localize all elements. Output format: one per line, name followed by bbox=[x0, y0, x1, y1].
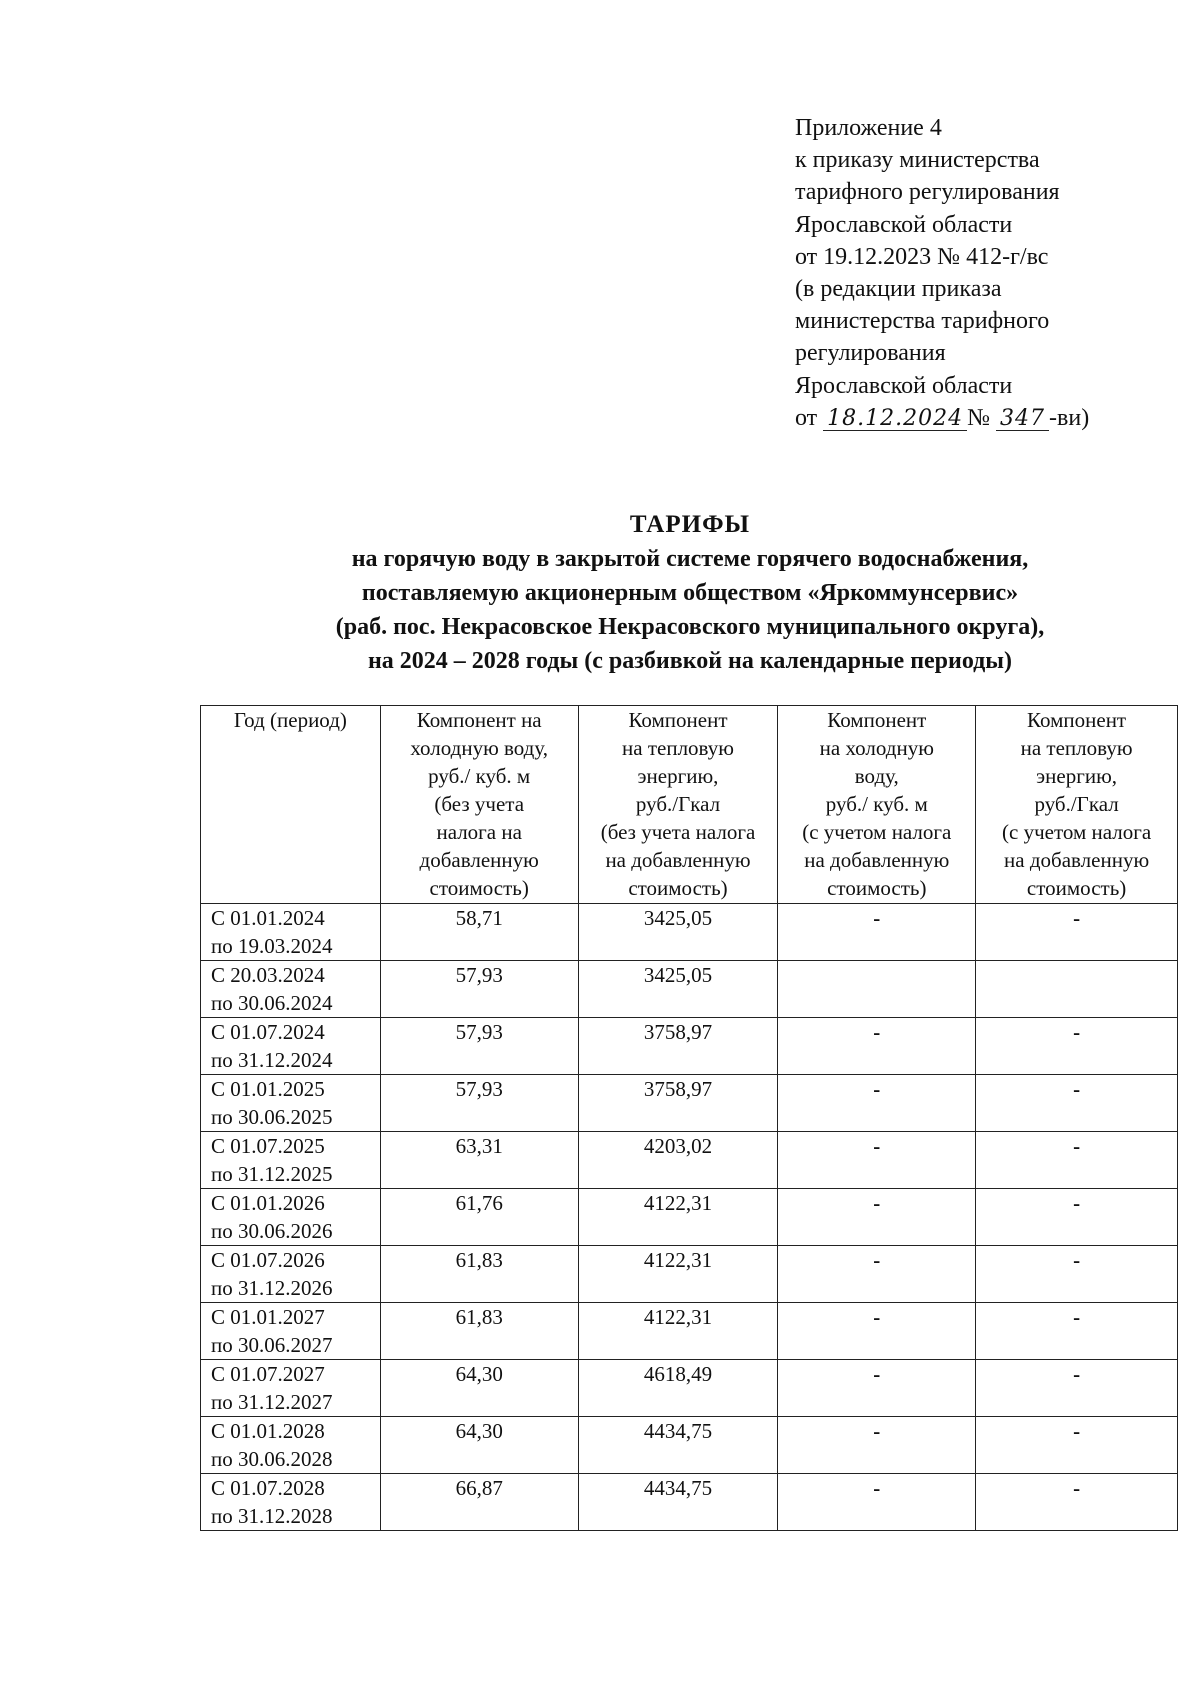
cell-cold-water-vat bbox=[778, 961, 976, 1018]
appendix-line: Приложение 4 bbox=[795, 115, 942, 141]
cell-heat-energy-vat: - bbox=[976, 1303, 1178, 1360]
cell-cold-water: 66,87 bbox=[380, 1474, 578, 1531]
cell-heat-energy-vat: - bbox=[976, 1018, 1178, 1075]
handwritten-date: 18.12.2024 bbox=[823, 408, 967, 431]
cell-cold-water-vat: - bbox=[778, 1303, 976, 1360]
cell-heat-energy: 4434,75 bbox=[578, 1474, 778, 1531]
cell-cold-water-vat: - bbox=[778, 1417, 976, 1474]
table-row bbox=[201, 1417, 1178, 1474]
cell-heat-energy: 4122,31 bbox=[578, 1189, 778, 1246]
table-body bbox=[201, 904, 1178, 1531]
cell-heat-energy-vat bbox=[976, 961, 1178, 1018]
cell-period: С 01.07.2028 по 31.12.2028 bbox=[201, 1474, 381, 1531]
cell-period: С 01.07.2026 по 31.12.2026 bbox=[201, 1246, 381, 1303]
handwritten-number: 347 bbox=[996, 408, 1049, 431]
cell-cold-water: 61,83 bbox=[380, 1246, 578, 1303]
cell-heat-energy: 4434,75 bbox=[578, 1417, 778, 1474]
cell-period: С 01.01.2025 по 30.06.2025 bbox=[201, 1075, 381, 1132]
cell-cold-water: 61,76 bbox=[380, 1189, 578, 1246]
cell-heat-energy-vat: - bbox=[976, 1132, 1178, 1189]
title-line: на горячую воду в закрытой системе горячего водоснабжения, bbox=[351, 546, 1029, 572]
cell-cold-water: 57,93 bbox=[380, 1018, 578, 1075]
cell-heat-energy: 4618,49 bbox=[578, 1360, 778, 1417]
appendix-line: тарифного регулирования bbox=[795, 179, 1060, 206]
cell-heat-energy-vat: - bbox=[976, 904, 1178, 961]
cell-cold-water: 64,30 bbox=[380, 1417, 578, 1474]
cell-cold-water: 63,31 bbox=[380, 1132, 578, 1189]
header-cold-water-vat: Компонент на холодную воду, руб./ куб. м (с учетом налога на добавленную стоимость) bbox=[778, 706, 976, 904]
cell-heat-energy-vat: - bbox=[976, 1246, 1178, 1303]
table-row bbox=[201, 904, 1178, 961]
title-line: поставляемую акционерным обществом «Яркоммунсервис» bbox=[361, 580, 1019, 606]
title-line: (раб. пос. Некрасовское Некрасовского муниципального округа), bbox=[335, 614, 1045, 640]
number-sign: № bbox=[967, 404, 997, 431]
cell-period: С 01.01.2026 по 30.06.2026 bbox=[201, 1189, 381, 1246]
appendix-line: к приказу министерства bbox=[795, 147, 1040, 174]
appendix-amendment-line bbox=[795, 402, 1089, 434]
cell-period: С 01.01.2027 по 30.06.2027 bbox=[201, 1303, 381, 1360]
cell-cold-water-vat: - bbox=[778, 904, 976, 961]
cell-cold-water-vat: - bbox=[778, 1474, 976, 1531]
cell-cold-water: 61,83 bbox=[380, 1303, 578, 1360]
cell-heat-energy: 4122,31 bbox=[578, 1303, 778, 1360]
table-row bbox=[201, 1189, 1178, 1246]
appendix-line: от 19.12.2023 № 412-г/вс bbox=[795, 243, 1049, 270]
table-row bbox=[201, 1075, 1178, 1132]
appendix-line: регулирования bbox=[795, 340, 946, 367]
cell-cold-water-vat: - bbox=[778, 1360, 976, 1417]
table-row bbox=[201, 1246, 1178, 1303]
cell-heat-energy: 4203,02 bbox=[578, 1132, 778, 1189]
cell-heat-energy: 3758,97 bbox=[578, 1018, 778, 1075]
title-line: на 2024 – 2028 годы (с разбивкой на календарные периоды) bbox=[367, 648, 1013, 674]
amendment-suffix: -ви) bbox=[1049, 404, 1090, 431]
cell-period: С 20.03.2024 по 30.06.2024 bbox=[201, 961, 381, 1018]
cell-heat-energy-vat: - bbox=[976, 1360, 1178, 1417]
document-title bbox=[160, 508, 1200, 678]
cell-cold-water: 57,93 bbox=[380, 1075, 578, 1132]
cell-cold-water: 57,93 bbox=[380, 961, 578, 1018]
title-main: ТАРИФЫ bbox=[629, 511, 751, 538]
table-header-row bbox=[201, 706, 1178, 904]
cell-heat-energy: 3758,97 bbox=[578, 1075, 778, 1132]
cell-heat-energy-vat: - bbox=[976, 1417, 1178, 1474]
appendix-line: министерства тарифного bbox=[795, 308, 1050, 335]
table-row bbox=[201, 961, 1178, 1018]
table-row bbox=[201, 1474, 1178, 1531]
cell-period: С 01.07.2027 по 31.12.2027 bbox=[201, 1360, 381, 1417]
cell-cold-water-vat: - bbox=[778, 1075, 976, 1132]
appendix-block bbox=[795, 112, 1089, 434]
appendix-line: Ярославской области bbox=[795, 211, 1013, 238]
header-heat-energy-vat: Компонент на тепловую энергию, руб./Гкал (с учетом налога на добавленную стоимость) bbox=[976, 706, 1178, 904]
cell-cold-water-vat: - bbox=[778, 1246, 976, 1303]
table-row bbox=[201, 1360, 1178, 1417]
cell-heat-energy-vat: - bbox=[976, 1474, 1178, 1531]
cell-cold-water: 58,71 bbox=[380, 904, 578, 961]
cell-heat-energy: 3425,05 bbox=[578, 961, 778, 1018]
header-period: Год (период) bbox=[201, 706, 381, 904]
cell-heat-energy: 3425,05 bbox=[578, 904, 778, 961]
cell-heat-energy-vat: - bbox=[976, 1189, 1178, 1246]
table-row bbox=[201, 1018, 1178, 1075]
appendix-line: (в редакции приказа bbox=[795, 276, 1002, 303]
header-cold-water: Компонент на холодную воду, руб./ куб. м (без учета налога на добавленную стоимость) bbox=[380, 706, 578, 904]
cell-period: С 01.07.2025 по 31.12.2025 bbox=[201, 1132, 381, 1189]
cell-cold-water: 64,30 bbox=[380, 1360, 578, 1417]
cell-cold-water-vat: - bbox=[778, 1018, 976, 1075]
table-row bbox=[201, 1132, 1178, 1189]
amendment-prefix: от bbox=[795, 404, 824, 431]
header-heat-energy: Компонент на тепловую энергию, руб./Гкал (без учета налога на добавленную стоимость) bbox=[578, 706, 778, 904]
tariff-table bbox=[200, 705, 1178, 1531]
table-row bbox=[201, 1303, 1178, 1360]
appendix-line: Ярославской области bbox=[795, 372, 1013, 399]
cell-period: С 01.01.2024 по 19.03.2024 bbox=[201, 904, 381, 961]
cell-heat-energy-vat: - bbox=[976, 1075, 1178, 1132]
cell-period: С 01.01.2028 по 30.06.2028 bbox=[201, 1417, 381, 1474]
cell-cold-water-vat: - bbox=[778, 1132, 976, 1189]
cell-cold-water-vat: - bbox=[778, 1189, 976, 1246]
cell-period: С 01.07.2024 по 31.12.2024 bbox=[201, 1018, 381, 1075]
cell-heat-energy: 4122,31 bbox=[578, 1246, 778, 1303]
